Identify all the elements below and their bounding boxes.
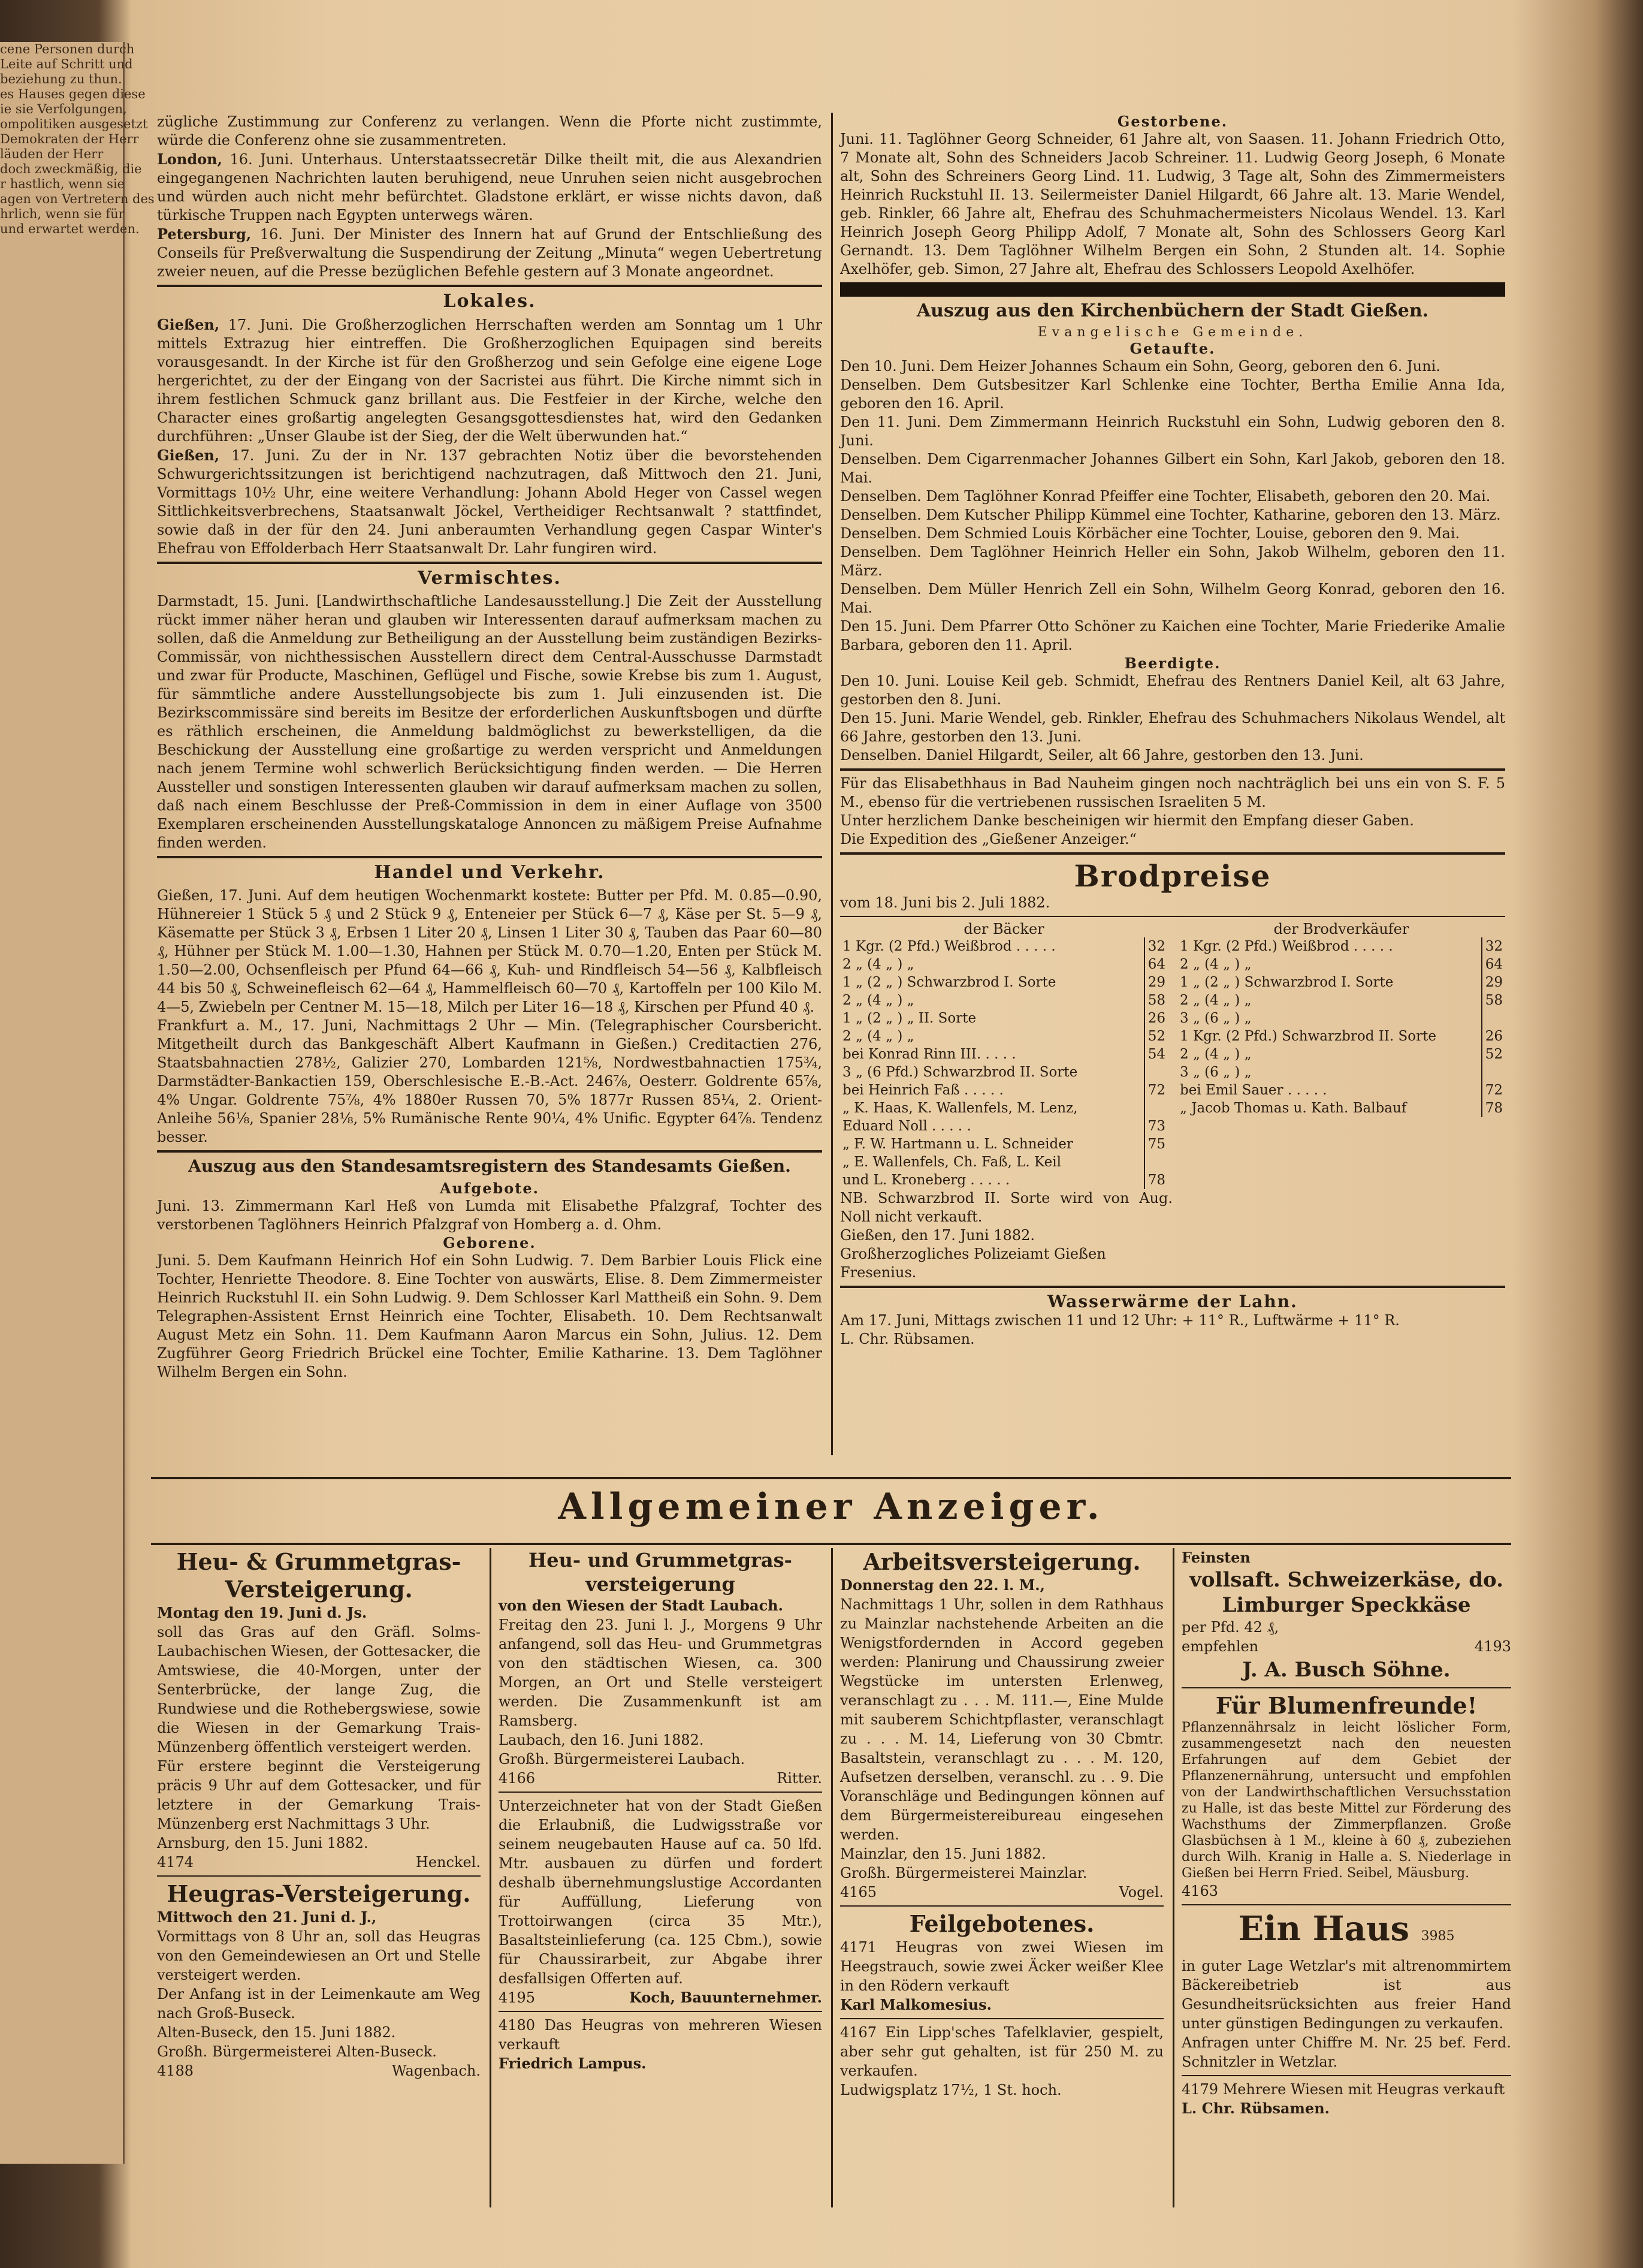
price-item: 3 „ (6 „ ) „ xyxy=(1180,1064,1252,1080)
price-row xyxy=(1177,1099,1505,1117)
lokales-paragraph-1: Gießen, 17. Juni. Die Großherzoglichen Herrschaften werden am Sonntag um 1 Uhr mittels Extrazug hier eintreffen. Die Großherzoglichen Equipagen sind bereits vorausgesandt. In der Kirche ist für den Großherzog und sein Gefolge eine eigene Loge hergerichtet, zu der der Eingang von der Sacristei aus führt. Die Kirche nimmt sich in ihrem festlichen Schmuck ganz brillant aus. Die Festfeier in der Kirche, welche den Character eines großartig angelegten Gesangsgottesdienstes hat, wird den Gedanken durchführen: „Unser Glaube ist der Sieg, der die Welt überwunden hat.“ xyxy=(157,316,822,445)
getaufte-entry: Den 10. Juni. Dem Heizer Johannes Schaum ein Sohn, Georg, geboren den 6. Juni. xyxy=(840,358,1440,375)
ad-text: Freitag den 23. Juni l. J., Morgens 9 Uhr anfangend, soll das Heu- und Grummetgras von den städtischen Wiesen, ca. 300 Morgen, an Ort und Stelle versteigert werden. Die Zusammenkunft ist am Ramsberg. xyxy=(499,1616,822,1729)
ad-date: Mittwoch den 21. Juni d. J., xyxy=(157,1908,377,1926)
getaufte-list xyxy=(840,357,1505,655)
ad-place-date: Mainzlar, den 15. Juni 1882. xyxy=(840,1845,1046,1862)
ad-text: Der Anfang ist in der Leimenkaute am Weg nach Groß-Buseck. xyxy=(157,1986,481,2022)
ad-subheading: von den Wiesen der Stadt Laubach. xyxy=(499,1597,783,1614)
ad-date: Montag den 19. Juni d. Js. xyxy=(157,1604,367,1621)
brodpreise-signature: Fresenius. xyxy=(840,1264,917,1281)
ad-address: Ludwigsplatz 17½, 1 St. hoch. xyxy=(840,2082,1062,2098)
geborene-paragraph: Juni. 5. Dem Kaufmann Heinrich Hof ein Sohn Ludwig. 7. Dem Barbier Louis Flick eine Tochter, Henriette Theodore. 8. Eine Tochter von auswärts, Elise. 8. Dem Zimmermeister Heinrich Ruckstuhl II. ein Sohn Ludwig. 9. Dem Schlosser Karl Mattheiß ein Sohn. 9. Dem Telegraphen-Assistent Ernst Heinrich eine Tochter, Elisabeth. 10. Dem Rechtsanwalt August Metz ein Sohn. 11. Dem Kaufmann Aaron Marcus ein Sohn, Julius. 12. Dem Zugführer Georg Friedrich Brückel eine Tochter, Emilie Katharine. 13. Dem Taglöhner Wilhelm Bergen ein Sohn. xyxy=(157,1252,822,1380)
ad-footer: empfehlen 4193 xyxy=(1182,1638,1511,1655)
price-row xyxy=(840,1171,1168,1189)
price-value xyxy=(1144,1099,1168,1117)
price-value: 29 xyxy=(1482,973,1505,991)
price-row xyxy=(1177,1063,1505,1081)
ad-signature: L. Chr. Rübsamen. xyxy=(1182,2100,1330,2117)
ad-footer: 4165 Vogel. xyxy=(840,1884,1164,1901)
ad-column-divider xyxy=(490,1548,491,2207)
price-value: 58 xyxy=(1482,991,1505,1009)
price-row xyxy=(840,1135,1168,1153)
price-value xyxy=(1144,1153,1168,1171)
section-rule xyxy=(157,562,822,564)
column-registers xyxy=(840,113,1505,1467)
price-row xyxy=(1177,1081,1505,1099)
price-value xyxy=(1144,1063,1168,1081)
ad-signature: Friedrich Lampus. xyxy=(499,2055,647,2072)
price-row xyxy=(1177,973,1505,991)
price-item: 2 „ (4 „ ) „ xyxy=(842,993,914,1008)
adjacent-page-line: beziehung zu thun. xyxy=(0,72,122,86)
price-row xyxy=(840,1099,1168,1117)
wasserwaerme-signature: L. Chr. Rübsamen. xyxy=(840,1331,975,1347)
price-item: Eduard Noll . . . . . xyxy=(842,1118,971,1134)
ad-rule xyxy=(499,2011,822,2012)
column-divider xyxy=(831,113,833,1455)
adjacent-page-line: doch zweckmäßig, die xyxy=(0,162,142,176)
price-row xyxy=(840,1045,1168,1063)
newspaper-page xyxy=(139,77,1577,2234)
ad-rule xyxy=(840,1905,1164,1907)
section-heading-handel: Handel und Verkehr. xyxy=(374,862,605,883)
brodpreise-date: Gießen, den 17. Juni 1882. xyxy=(840,1227,1035,1244)
price-value: 58 xyxy=(1144,991,1168,1009)
getaufte-entry: Den 15. Juni. Dem Pfarrer Otto Schöner zu Kaichen eine Tochter, Marie Friederike Amalie Barbara, geboren den 11. April. xyxy=(840,618,1505,653)
verkaeufer-heading: der Brodverkäufer xyxy=(1273,921,1409,937)
price-value: 72 xyxy=(1482,1081,1505,1099)
news-paragraph-petersburg: Petersburg, 16. Juni. Der Minister des Innern hat auf Grund der Entschließung des Conseils für Preßverwaltung die Suspendirung der Zeitung „Minuta“ wegen Uebertretung zweier neuen, auf die Presse bezüglichen Befehle gestern auf 3 Monate angeordnet. xyxy=(157,225,823,280)
price-item: 2 „ (4 „ ) „ xyxy=(1180,993,1252,1008)
price-value: 26 xyxy=(1482,1027,1505,1045)
subheading-geborene: Geborene. xyxy=(443,1234,536,1251)
table-rule xyxy=(840,916,1505,917)
adjacent-page-line: ie sie Verfolgungen, xyxy=(0,102,127,116)
beerdigte-entry: Den 10. Juni. Louise Keil geb. Schmidt, Ehefrau des Rentners Daniel Keil, alt 63 Jahre, gestorben den 8. Juni. xyxy=(840,672,1505,708)
lokales-paragraph-2: Gießen, 17. Juni. Zu der in Nr. 137 gebrachten Notiz über die bevorstehenden Schwurgerichtssitzungen ist berichtigend nachzutragen, daß Mittwoch den 21. Juni, Vormittags 10½ Uhr, eine weitere Verhandlung: Johann Abold Heger von Cassel wegen Sittlichkeitsverbrechens, Staatsanwalt Jöckel, Vertheidiger Rechtsanwalt ? stattfindet, sowie daß in der für den 24. Juni anberaumten Verhandlung gegen Caspar Winter's Ehefrau von Effolderbach Herr Staatsanwalt Dr. Lahr fungiren wird. xyxy=(157,447,822,557)
price-row xyxy=(840,1063,1168,1081)
ad-text: Nachmittags 1 Uhr, sollen in dem Rathhaus zu Mainzlar nachstehende Arbeiten an die Wenigstfordernden in Accord gegeben werden: Planirung und Chaussirung zweier Wegstücke im untersten Erlenweg, veranschlagt zu . . . M. 111.—, Eine Mulde mit sauberem Schichtpflaster, veranschlagt zu . . . M. 14, Lieferung von 30 Cbmtr. Basaltstein, veranschlagt zu . . . M. 120, Aufsetzen derselben, veranschl. zu . . 9. Die Voranschläge und Bedingungen können auf dem Bürgermeistereibureau eingesehen werden. xyxy=(840,1596,1164,1843)
price-item: 1 Kgr. (2 Pfd.) Weißbrod . . . . . xyxy=(842,939,1056,954)
getaufte-entry: Den 11. Juni. Dem Zimmermann Heinrich Ruckstuhl ein Sohn, Ludwig geboren den 8. Juni. xyxy=(840,414,1505,449)
price-row xyxy=(1177,1027,1505,1045)
ad-rule xyxy=(1182,1904,1511,1905)
ad-text: 4180 Das Heugras von mehreren Wiesen verkauft xyxy=(499,2017,822,2053)
ad-heading-heugras: Heugras-Versteigerung. xyxy=(167,1880,471,1907)
price-item: 1 „ (2 „ ) Schwarzbrod I. Sorte xyxy=(1180,975,1394,990)
anzeiger-title: Allgemeiner Anzeiger. xyxy=(558,1486,1104,1528)
getaufte-entry: Denselben. Dem Taglöhner Heinrich Heller ein Sohn, Jakob Wilhelm, geboren den 11. März. xyxy=(840,544,1505,579)
section-heading-lokales: Lokales. xyxy=(443,291,536,312)
ad-column-divider xyxy=(831,1548,833,2207)
anzeiger-bottom-rule xyxy=(151,1543,1511,1545)
adjacent-page-line: Leite auf Schritt und xyxy=(0,57,133,71)
ad-text: soll das Gras auf den Gräfl. Solms-Laubachischen Wiesen, der Gottesacker, die Amtswiese, die 40-Morgen, unter der Senterbrücke, der lange Zug, die Rundwiese und die Rothebergswiese, sowie die Wiesen in der Gemarkung Trais-Münzenberg öffentlich versteigert werden. xyxy=(157,1624,481,1756)
brodpreise-period: vom 18. Juni bis 2. Juli 1882. xyxy=(840,894,1050,911)
adjacent-page-line: agen von Vertretern des xyxy=(0,192,155,206)
price-item: bei Emil Sauer . . . . . xyxy=(1180,1082,1327,1098)
ad-rule xyxy=(1182,1687,1511,1688)
ad-kicker: Feinsten xyxy=(1182,1549,1251,1566)
price-row xyxy=(840,991,1168,1009)
price-value: 26 xyxy=(1144,1009,1168,1027)
ad-text: 4171 Heugras von zwei Wiesen im Heegstrauch, sowie zwei Äcker weißer Klee in den Rödern verkauft xyxy=(840,1939,1164,1994)
vermischtes-paragraph: Darmstadt, 15. Juni. [Landwirthschaftliche Landesausstellung.] Die Zeit der Ausstellung rückt immer näher heran und glauben wir Interessenten darauf aufmerksam machen zu sollen, daß die Anmeldung zur Betheiligung an der Ausstellung beim zuständigen Bezirks-Commissär, von nichthessischen Ausstellern direct dem Central-Ausschusse Darmstadt und zwar für Producte, Maschinen, Geflügel und Fische, sowie Krebse bis zum 1. August, für sämmtliche andere Ausstellungsobjecte bis zum 1. Juli einzusenden ist. Die Bezirkscommissäre sind bereits im Besitze der erforderlichen Auskunftsbogen und dürfte es räthlich erscheinen, die Anmeldung baldmöglichst zu bewerkstelligen, da die Beschickung der Ausstellung eine großartige zu werden verspricht und Anmeldungen nach jenem Termine wohl schwerlich Berücksichtigung finden werden. — Die Herren Aussteller und sonstigen Interessenten glauben wir darauf aufmerksam machen zu sollen, daß nach einem Beschlusse der Preß-Commission in dem in einer Auflage von 3500 Exemplaren erscheinenden Ausstellungskataloge Annoncen zu mäßigem Preise Aufnahme finden werden. xyxy=(157,593,822,851)
anzeiger-top-rule xyxy=(151,1477,1511,1479)
price-value: 78 xyxy=(1144,1171,1168,1189)
price-value: 54 xyxy=(1144,1045,1168,1063)
price-row xyxy=(1177,1045,1505,1063)
adjacent-page-edge xyxy=(0,42,155,2164)
ad-text: 4179 Mehrere Wiesen mit Heugras verkauft xyxy=(1182,2081,1505,2098)
price-row xyxy=(1177,937,1505,955)
news-paragraph-london: London, 16. Juni. Unterhaus. Unterstaatssecretär Dilke theilt mit, die aus Alexandrien eingegangenen Nachrichten lauten beruhigend, neue Unruhen seien nicht ausgebrochen und würden auch nicht mehr befürchtet. Gladstone erklärt, er wisse nichts davon, daß türkische Truppen nach Egypten unterwegs wären. xyxy=(157,150,822,224)
price-item: 2 „ (4 „ ) „ xyxy=(842,957,914,972)
section-rule xyxy=(157,285,822,287)
price-item: 3 „ (6 „ ) „ xyxy=(1180,1011,1252,1026)
aufgebote-paragraph: Juni. 13. Zimmermann Karl Heß von Lumda mit Elisabethe Pfalzgraf, Tochter des verstorbenen Taglöhners Heinrich Pfalzgraf von Homberg a. d. Ohm. xyxy=(157,1198,822,1233)
price-value xyxy=(1482,1063,1505,1081)
price-row xyxy=(840,1009,1168,1027)
ad-rule xyxy=(157,1875,481,1877)
price-value: 78 xyxy=(1482,1099,1505,1117)
verkaeufer-table-wrap xyxy=(1177,921,1505,1189)
ads-column-4 xyxy=(1182,1548,1511,2219)
price-row xyxy=(1177,991,1505,1009)
section-rule xyxy=(840,768,1505,771)
ad-heading-feilgebotenes: Feilgebotenes. xyxy=(909,1910,1095,1937)
adjacent-page-line: cene Personen durch xyxy=(0,42,135,56)
ad-text: Anfragen unter Chiffre M. Nr. 25 bef. Ferd. Schnitzler in Wetzlar. xyxy=(1182,2034,1511,2070)
getaufte-entry: Denselben. Dem Taglöhner Konrad Pfeiffer eine Tochter, Elisabeth, geboren den 20. Mai. xyxy=(840,488,1491,505)
price-item: und L. Kroneberg . . . . . xyxy=(842,1172,1010,1188)
price-value: 73 xyxy=(1144,1117,1168,1135)
ads-column-3 xyxy=(840,1548,1164,2219)
price-item: „ K. Haas, K. Wallenfels, M. Lenz, xyxy=(842,1100,1078,1116)
price-item: 2 „ (4 „ ) „ xyxy=(1180,1046,1252,1062)
elisabethhaus-signature: Die Expedition des „Gießener Anzeiger.“ xyxy=(840,831,1137,848)
getaufte-entry: Denselben. Dem Müller Henrich Zell ein Sohn, Wilhelm Georg Konrad, geboren den 16. Mai. xyxy=(840,581,1505,616)
baecker-table-wrap xyxy=(840,921,1168,1189)
wasserwaerme-paragraph: Am 17. Juni, Mittags zwischen 11 und 12 Uhr: + 11° R., Luftwärme + 11° R. xyxy=(840,1312,1400,1329)
price-item: 1 „ (2 „ ) Schwarzbrod I. Sorte xyxy=(842,975,1056,990)
price-row xyxy=(840,973,1168,991)
ad-column-divider xyxy=(1173,1548,1174,2207)
price-item: bei Konrad Rinn III. . . . . xyxy=(842,1046,1016,1062)
price-row xyxy=(1177,1009,1505,1027)
ad-authority: Großh. Bürgermeisterei Laubach. xyxy=(499,1751,745,1768)
price-item: „ F. W. Hartmann u. L. Schneider xyxy=(842,1136,1073,1152)
price-row xyxy=(1177,955,1505,973)
ads-column-2 xyxy=(499,1548,822,2219)
ad-footer: 4166 Ritter. xyxy=(499,1770,822,1787)
getaufte-entry: Denselben. Dem Gutsbesitzer Karl Schlenke eine Tochter, Bertha Emilie Anna Ida, geboren den 16. April. xyxy=(840,376,1505,412)
beerdigte-list xyxy=(840,672,1505,765)
price-value xyxy=(1482,1009,1505,1027)
price-item: „ E. Wallenfels, Ch. Faß, L. Keil xyxy=(842,1154,1061,1170)
ad-heading-ein-haus: Ein Haus 3985 xyxy=(1238,1909,1455,1949)
adjacent-page-line: hrlich, wenn sie für xyxy=(0,207,125,221)
price-row xyxy=(840,955,1168,973)
section-heading-wasserwaerme: Wasserwärme der Lahn. xyxy=(1047,1292,1298,1311)
subheading-aufgebote: Aufgebote. xyxy=(440,1180,539,1197)
price-item: „ Jacob Thomas u. Kath. Balbauf xyxy=(1180,1100,1407,1116)
ad-text: Pflanzennährsalz in leicht löslicher Form, zusammengesetzt nach den neuesten Erfahrungen auf dem Gebiet der Pflanzenernährung, untersucht und empfohlen von der Landwirthschaftlichen Versuchsstation zu Halle, ist das beste Mittel zur Förderung des Wachsthums der Zimmerpflanzen. Große Glasbüchsen à 1 M., kleine à 60 ₰, zubeziehen durch Wilh. Kranig in Halle a. S. Niederlage in Gießen bei Herrn Fried. Seibel, Mäusburg. xyxy=(1182,1720,1511,1881)
section-heading-vermischtes: Vermischtes. xyxy=(418,568,561,589)
section-rule xyxy=(840,1286,1505,1288)
section-rule xyxy=(840,852,1505,855)
price-value: 75 xyxy=(1144,1135,1168,1153)
news-paragraph: zügliche Zustimmung zur Conferenz zu verlangen. Wenn die Pforte nicht zustimmte, würde die Conferenz ohne sie zusammentreten. xyxy=(157,113,822,149)
price-value: 32 xyxy=(1144,937,1168,955)
adjacent-page-line: läuden der Herr xyxy=(0,147,104,161)
price-row xyxy=(840,1027,1168,1045)
ad-footer: 4195 Koch, Bauunternehmer. xyxy=(499,1989,822,2006)
price-item: 1 „ (2 „ ) „ II. Sorte xyxy=(842,1011,977,1026)
section-heading-kirchenbuecher: Auszug aus den Kirchenbüchern der Stadt Gießen. xyxy=(916,300,1429,321)
adjacent-page-line: und erwartet werden. xyxy=(0,222,140,236)
brodpreise-note: NB. Schwarzbrod II. Sorte wird von Aug. Noll nicht verkauft. xyxy=(840,1190,1173,1225)
ad-text: Für erstere beginnt die Versteigerung präcis 9 Uhr auf dem Gottesacker, und für letztere in der Gemarkung Trais-Münzenberg erst Nachmittags 3 Uhr. xyxy=(157,1758,481,1832)
ad-text: Unterzeichneter hat von der Stadt Gießen die Erlaubniß, die Ludwigsstraße vor seinem neugebauten Hause auf ca. 50 lfd. Mtr. ausbauen zu dürfen und fordert deshalb übernehmungslustige Accordanten für Auffüllung, Lieferung von Trottoirwangen (circa 35 Mtr.), Basaltsteinlieferung (ca. 125 Cbm.), sowie für Chaussirarbeit, zur Abgabe ihrer desfallsigen Offerten auf. xyxy=(499,1797,822,1987)
brodpreise-tables xyxy=(840,921,1505,1189)
baecker-heading: der Bäcker xyxy=(964,921,1044,937)
getaufte-entry: Denselben. Dem Cigarrenmacher Johannes Gilbert ein Sohn, Karl Jakob, geboren den 18. Mai. xyxy=(840,451,1505,486)
price-item: bei Heinrich Faß . . . . . xyxy=(842,1082,1004,1098)
ad-heading-arbeitsversteigerung: Arbeitsversteigerung. xyxy=(863,1548,1141,1575)
brodpreise-authority: Großherzogliches Polizeiamt Gießen xyxy=(840,1245,1106,1262)
ad-date: Donnerstag den 22. l. M., xyxy=(840,1576,1045,1594)
ad-price: per Pfd. 42 ₰, xyxy=(1182,1619,1279,1636)
ad-heading-blumenfreunde: Für Blumenfreunde! xyxy=(1215,1692,1478,1719)
price-value: 52 xyxy=(1482,1045,1505,1063)
ad-place-date: Alten-Buseck, den 15. Juni 1882. xyxy=(157,2024,396,2041)
baecker-table xyxy=(840,937,1168,1189)
price-item: 1 Kgr. (2 Pfd.) Weißbrod . . . . . xyxy=(1180,939,1393,954)
subheading-gestorbene: Gestorbene. xyxy=(1117,113,1228,130)
ad-place-date: Arnsburg, den 15. Juni 1882. xyxy=(157,1835,369,1851)
ad-text: in guter Lage Wetzlar's mit altrenommirtem Bäckereibetrieb ist aus Gesundheitsrücksichten aus freier Hand unter günstigen Bedingungen zu verkaufen. xyxy=(1182,1958,1511,2032)
price-value: 64 xyxy=(1144,955,1168,973)
price-value: 29 xyxy=(1144,973,1168,991)
getaufte-entry: Denselben. Dem Kutscher Philipp Kümmel eine Tochter, Katharine, geboren den 13. März. xyxy=(840,506,1501,523)
ad-heading-heu-grummet: Heu- & Grummetgras-Versteigerung. xyxy=(176,1548,461,1603)
price-item: 1 Kgr. (2 Pfd.) Schwarzbrod II. Sorte xyxy=(1180,1029,1436,1044)
ad-rule xyxy=(1182,2075,1511,2076)
ad-place-date: Laubach, den 16. Juni 1882. xyxy=(499,1732,704,1748)
section-rule xyxy=(157,1150,822,1153)
beerdigte-entry: Den 15. Juni. Marie Wendel, geb. Rinkler, Ehefrau des Schuhmachers Nikolaus Wendel, alt 66 Jahre, gestorben den 13. Juni. xyxy=(840,710,1505,745)
ad-footer: 4188 Wagenbach. xyxy=(157,2062,481,2079)
adjacent-page-line: es Hauses gegen diese xyxy=(0,87,146,101)
price-row xyxy=(840,937,1168,955)
adjacent-page-line: r hastlich, wenn sie xyxy=(0,177,125,191)
ad-authority: Großh. Bürgermeisterei Alten-Buseck. xyxy=(157,2043,437,2060)
ad-number: 4163 xyxy=(1182,1883,1219,1899)
elisabethhaus-thanks: Unter herzlichem Danke bescheinigen wir hiermit den Empfang dieser Gaben. xyxy=(840,812,1414,829)
ad-text: 4167 Ein Lipp'sches Tafelklavier, gespielt, aber sehr gut gehalten, ist für 250 M. zu verkaufen. xyxy=(840,2024,1164,2079)
ad-footer: 4174 Henckel. xyxy=(157,1854,481,1871)
section-rule xyxy=(157,856,822,858)
handel-paragraph-market: Gießen, 17. Juni. Auf dem heutigen Wochenmarkt kostete: Butter per Pfd. M. 0.85—0.90, Hühnereier 1 Stück 5 ₰ und 2 Stück 9 ₰, Enteneier per Stück 6—7 ₰, Käse per St. 5—9 ₰, Käsematte per Stück 3 ₰, Erbsen 1 Liter 20 ₰, Linsen 1 Liter 30 ₰, Tauben das Paar 60—80 ₰, Hühner per Stück M. 1.00—1.30, Hahnen per Stück M. 0.70—1.20, Enten per Stück M. 1.50—2.00, Ochsenfleisch per Pfund 64—66 ₰, Kuh- und Rindfleisch 54—56 ₰, Kalbfleisch 44 bis 50 ₰, Schweinefleisch 62—64 ₰, Hammelfleisch 60—70 ₰, Kartoffeln per 100 Kilo M. 4—5, Zwiebeln per Centner M. 15—18, Milch per Liter 16—18 ₰, Kirschen per Pfund 40 ₰. xyxy=(157,887,822,1015)
subheading-getaufte: Getaufte. xyxy=(1129,340,1216,357)
price-item: 3 „ (6 Pfd.) Schwarzbrod II. Sorte xyxy=(842,1064,1078,1080)
adjacent-page-line: Demokraten der Herr xyxy=(0,132,139,146)
ad-heading-kaese: vollsaft. Schweizerkäse, do. Limburger Speckkäse xyxy=(1189,1568,1503,1617)
beerdigte-entry: Denselben. Daniel Hilgardt, Seiler, alt 66 Jahre, gestorben den 13. Juni. xyxy=(840,747,1364,764)
adjacent-page-lines xyxy=(0,42,155,237)
price-item: 2 „ (4 „ ) „ xyxy=(842,1029,914,1044)
price-row xyxy=(840,1081,1168,1099)
ad-text: Vormittags von 8 Uhr an, soll das Heugras von den Gemeindewiesen an Ort und Stelle versteigert werden. xyxy=(157,1928,481,1983)
ad-rule xyxy=(840,2018,1164,2019)
subheading-beerdigte: Beerdigte. xyxy=(1124,655,1221,672)
gestorbene-paragraph: Juni. 11. Taglöhner Georg Schneider, 61 Jahre alt, von Saasen. 11. Johann Friedrich Otto, 7 Monate alt, Sohn des Schneiders Jacob Schreiner. 11. Ludwig Georg Joseph, 6 Monate alt, Sohn des Schreiners Georg Lind. 11. Ludwig, 3 Tage alt, Sohn des Zimmermeisters Heinrich Ruckstuhl II. 13. Seilermeister Daniel Hilgardt, 66 Jahre alt. 13. Marie Wendel, geb. Rinkler, 66 Jahre alt, Ehefrau des Schuhmachermeisters Nicolaus Wendel. 13. Karl Heinrich Joseph Georg Philipp Adolf, 7 Monate alt, Sohn des Schlossers Georg Karl Gernandt. 13. Dem Taglöhner Wilhelm Bergen ein Sohn, 2 Stunden alt. 14. Sophie Axelhöfer, geb. Simon, 27 Jahre alt, Ehefrau des Schlossers Leopold Axelhöfer. xyxy=(840,131,1505,278)
verkaeufer-table xyxy=(1177,937,1505,1117)
section-heading-brodpreise: Brodpreise xyxy=(1074,858,1271,894)
price-value: 32 xyxy=(1482,937,1505,955)
price-item: 2 „ (4 „ ) „ xyxy=(1180,957,1252,972)
ad-heading-laubach: Heu- und Grummetgras-versteigerung xyxy=(528,1549,792,1596)
price-value: 64 xyxy=(1482,955,1505,973)
subheading-evangelische: Evangelische Gemeinde. xyxy=(1037,325,1308,340)
column-news xyxy=(157,113,822,1467)
ad-signature: Karl Malkomesius. xyxy=(840,1996,992,2013)
handel-paragraph-exchange: Frankfurt a. M., 17. Juni, Nachmittags 2 Uhr — Min. (Telegraphischer Coursbericht. Mitgetheilt durch das Bankgeschäft Albert Kaufmann in Gießen.) Creditactien 276, Staatsbahnactien 278½, Galizier 270, Lombarden 121⅝, Nordwestbahnactien 175¾, Darmstädter-Bankactien 159, Oberschlesische E.-B.-Act. 246⅞, Oesterr. Goldrente 65⅞, 4% Ungar. Goldrente 75⅞, 4% 1880er Russen 70, 5% 1877r Russen 85¼, 2. Orient-Anleihe 56⅛, Spanier 28⅛, 5% Rumänische Rente 90¼, 4% Unific. Egypter 64⅞. Tendenz besser. xyxy=(157,1017,822,1145)
getaufte-entry: Denselben. Dem Schmied Louis Körbächer eine Tochter, Louise, geboren den 9. Mai. xyxy=(840,525,1460,542)
price-row xyxy=(840,1153,1168,1171)
ads-column-1 xyxy=(157,1548,481,2219)
adjacent-page-line: ompolitiken ausgesetzt xyxy=(0,117,148,131)
price-value: 52 xyxy=(1144,1027,1168,1045)
black-rule xyxy=(840,282,1505,297)
price-row xyxy=(840,1117,1168,1135)
section-heading-standesamt: Auszug aus den Standesamtsregistern des Standesamts Gießen. xyxy=(188,1156,791,1176)
price-value: 72 xyxy=(1144,1081,1168,1099)
ad-rule xyxy=(499,1792,822,1793)
elisabethhaus-paragraph: Für das Elisabethhaus in Bad Nauheim gingen noch nachträglich bei uns ein von S. F. 5 M., ebenso für die vertriebenen russischen Israeliten 5 M. xyxy=(840,775,1505,810)
ad-firm-name: J. A. Busch Söhne. xyxy=(1242,1658,1451,1682)
ad-authority: Großh. Bürgermeisterei Mainzlar. xyxy=(840,1865,1088,1881)
